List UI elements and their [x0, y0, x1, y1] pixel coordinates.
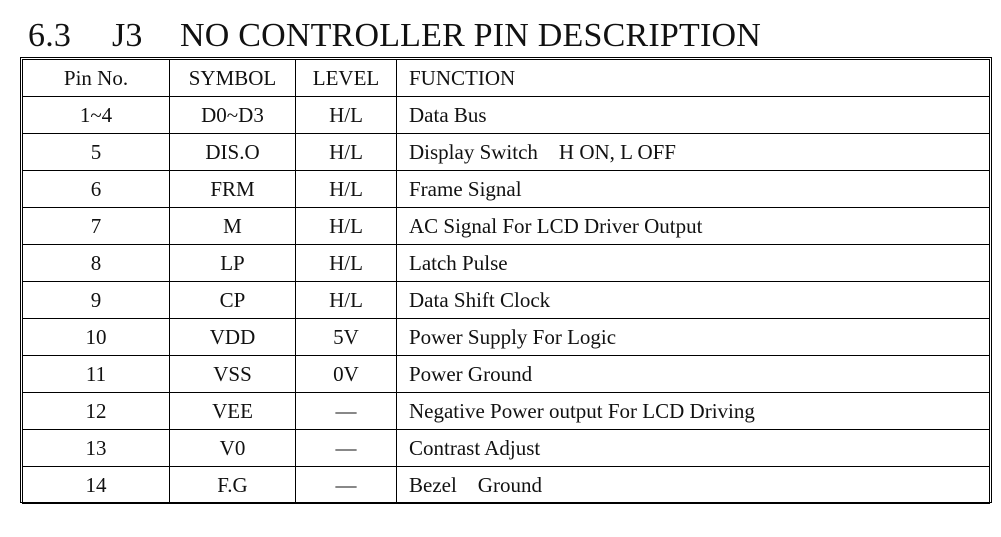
section-title: NO CONTROLLER PIN DESCRIPTION — [180, 17, 761, 54]
symbol-cell: V0 — [170, 430, 296, 467]
pin-cell: 7 — [23, 208, 170, 245]
table-row — [23, 245, 990, 282]
level-cell: — — [296, 430, 397, 467]
symbol-cell: CP — [170, 282, 296, 319]
level-cell: H/L — [296, 134, 397, 171]
symbol-cell: VSS — [170, 356, 296, 393]
level-cell: 5V — [296, 319, 397, 356]
symbol-cell: LP — [170, 245, 296, 282]
pin-cell: 6 — [23, 171, 170, 208]
function-cell: Data Shift Clock — [397, 282, 990, 319]
pin-description-table — [22, 59, 990, 504]
pin-cell: 8 — [23, 245, 170, 282]
column-header-function: FUNCTION — [397, 60, 990, 97]
table-row — [23, 393, 990, 430]
function-cell: Data Bus — [397, 97, 990, 134]
pin-cell: 11 — [23, 356, 170, 393]
level-cell: — — [296, 467, 397, 504]
pin-table-frame — [20, 57, 992, 503]
function-cell: Power Supply For Logic — [397, 319, 990, 356]
symbol-cell: F.G — [170, 467, 296, 504]
column-header-symbol: SYMBOL — [170, 60, 296, 97]
section-number: 6.3 — [28, 17, 72, 54]
column-header-pin: Pin No. — [23, 60, 170, 97]
table-row — [23, 134, 990, 171]
pin-cell: 9 — [23, 282, 170, 319]
level-cell: 0V — [296, 356, 397, 393]
table-row — [23, 356, 990, 393]
function-cell: Latch Pulse — [397, 245, 990, 282]
pin-cell: 13 — [23, 430, 170, 467]
level-cell: H/L — [296, 245, 397, 282]
connector-code: J3 — [112, 17, 143, 54]
level-cell: H/L — [296, 97, 397, 134]
function-cell: Negative Power output For LCD Driving — [397, 393, 990, 430]
symbol-cell: M — [170, 208, 296, 245]
table-row — [23, 208, 990, 245]
section-heading — [28, 12, 761, 60]
symbol-cell: DIS.O — [170, 134, 296, 171]
level-cell: — — [296, 393, 397, 430]
table-row — [23, 282, 990, 319]
table-row — [23, 319, 990, 356]
symbol-cell: D0~D3 — [170, 97, 296, 134]
function-cell: Contrast Adjust — [397, 430, 990, 467]
level-cell: H/L — [296, 171, 397, 208]
pin-cell: 1~4 — [23, 97, 170, 134]
function-cell: Bezel Ground — [397, 467, 990, 504]
column-header-level: LEVEL — [296, 60, 397, 97]
table-row — [23, 97, 990, 134]
pin-cell: 14 — [23, 467, 170, 504]
function-cell: Display Switch H ON, L OFF — [397, 134, 990, 171]
function-cell: Frame Signal — [397, 171, 990, 208]
level-cell: H/L — [296, 208, 397, 245]
function-cell: AC Signal For LCD Driver Output — [397, 208, 990, 245]
table-header-row — [23, 60, 990, 97]
pin-cell: 5 — [23, 134, 170, 171]
table-row — [23, 171, 990, 208]
symbol-cell: VDD — [170, 319, 296, 356]
symbol-cell: FRM — [170, 171, 296, 208]
table-row — [23, 467, 990, 504]
function-cell: Power Ground — [397, 356, 990, 393]
table-row — [23, 430, 990, 467]
symbol-cell: VEE — [170, 393, 296, 430]
pin-cell: 12 — [23, 393, 170, 430]
level-cell: H/L — [296, 282, 397, 319]
pin-cell: 10 — [23, 319, 170, 356]
